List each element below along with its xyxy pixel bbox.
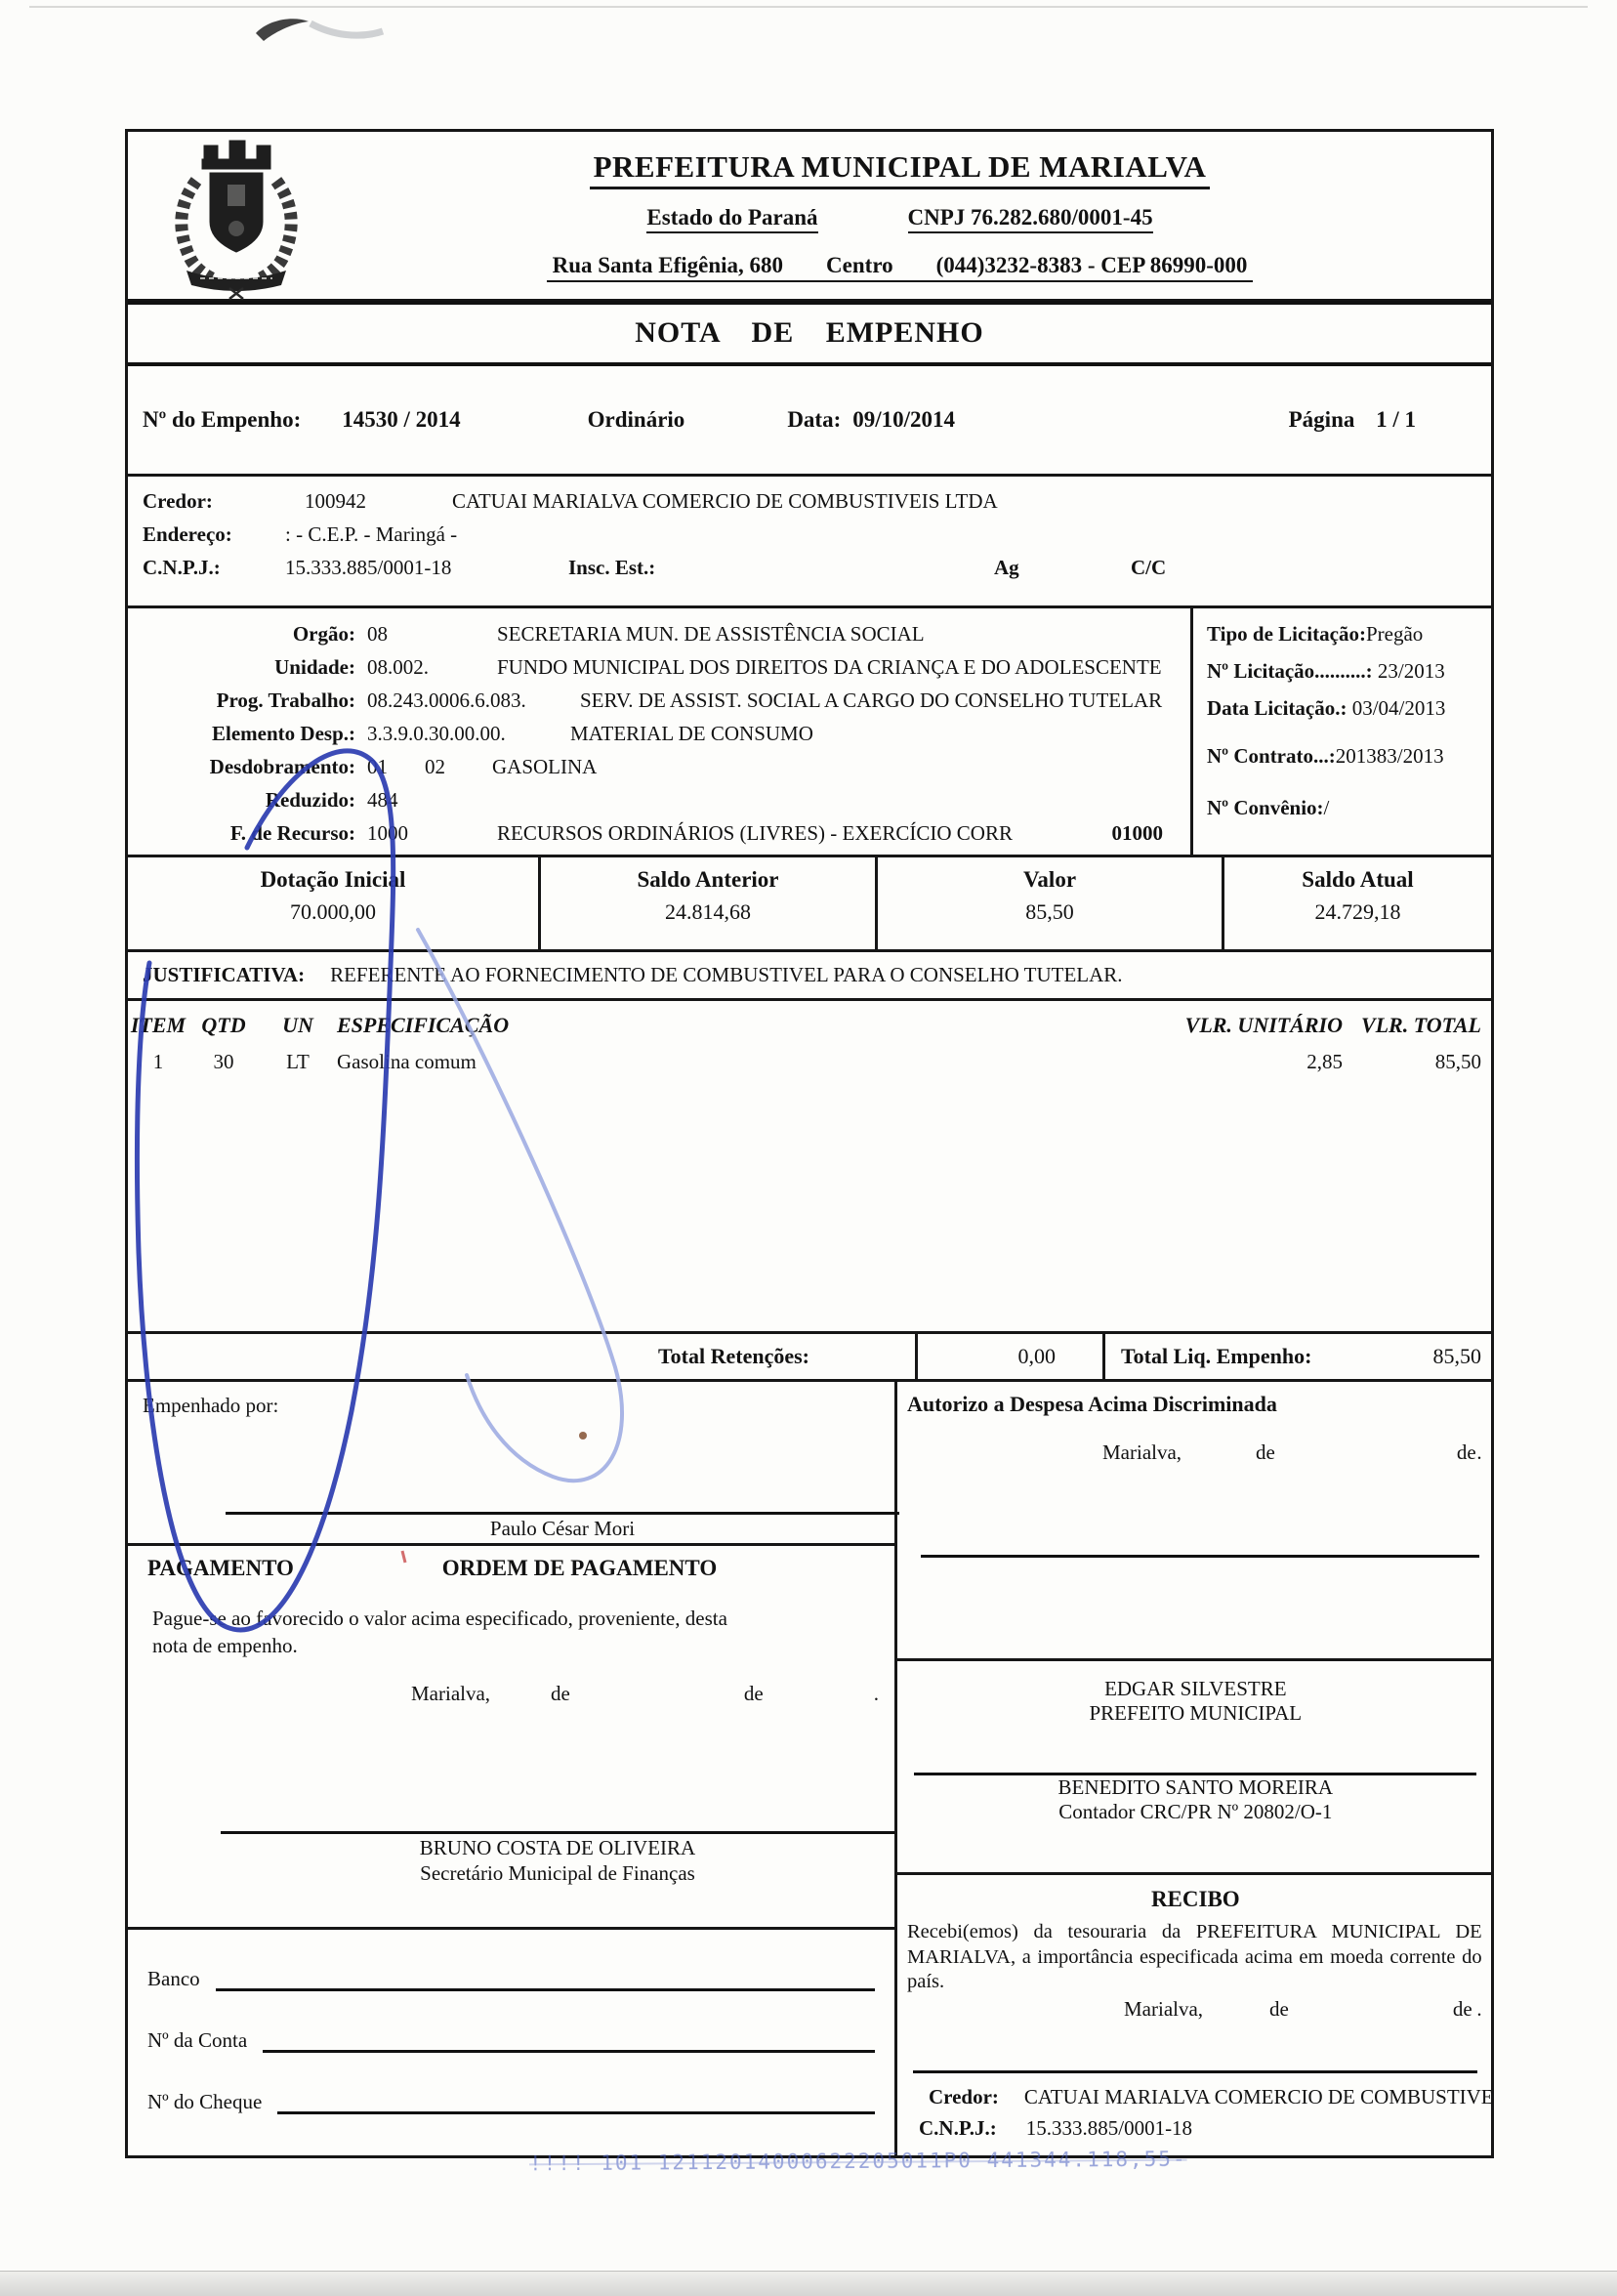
empenhado-signer-name: Paulo César Mori <box>489 1517 636 1540</box>
creditor-row <box>143 484 1491 518</box>
classification-block <box>128 608 1190 855</box>
orgao-desc: SECRETARIA MUN. DE ASSISTÊNCIA SOCIAL <box>497 621 925 646</box>
unidade-label: Unidade: <box>274 654 355 679</box>
empenho-date-label: Data: <box>787 407 842 432</box>
recibo-text: Recebi(emos) da tesouraria da PREFEITURA MUNICIPAL DE MARIALVA, a importância especificada acima em moeda corrente do país. <box>907 1921 1482 1993</box>
signature-line <box>921 1555 1479 1558</box>
recibo-cnpj-value: 15.333.885/0001-18 <box>1025 2115 1193 2140</box>
orgao-label: Orgão: <box>292 621 355 646</box>
header-text-block <box>357 132 1491 282</box>
licitacao-data <box>1207 696 1485 721</box>
address-value: : - C.E.P. - Maringá - <box>285 522 458 546</box>
saldo-atual-value: 24.729,18 <box>1314 899 1401 924</box>
signatures-section <box>128 1382 1494 2155</box>
municipal-coat-of-arms-icon <box>144 136 329 300</box>
reduzido-row <box>128 783 1190 816</box>
autorizo-date-line <box>897 1440 1494 1465</box>
recibo-credor-line <box>929 2085 1494 2109</box>
conta-blank-line <box>263 2027 875 2053</box>
fonte-recurso-row <box>128 816 1190 850</box>
state-cnpj-line <box>357 205 1442 233</box>
empenho-type: Ordinário <box>587 407 685 432</box>
empenho-number-value: 14530 / 2014 <box>342 407 461 432</box>
licitacao-data-value: 03/04/2013 <box>1351 696 1446 720</box>
entity-cnpj: CNPJ 76.282.680/0001-45 <box>908 205 1153 233</box>
conta-label: Nº da Conta <box>147 2028 248 2052</box>
city: Marialva, <box>1102 1440 1182 1464</box>
empenho-date-value: 09/10/2014 <box>852 407 956 432</box>
cnpj-value: 15.333.885/0001-18 <box>285 555 452 579</box>
nota-de-empenho-form <box>125 129 1494 2158</box>
items-table <box>128 1001 1491 1334</box>
recurso-code2: 01000 <box>1111 820 1163 845</box>
elemento-row <box>128 717 1190 750</box>
address-label: Endereço: <box>143 522 232 546</box>
bank-validation-stamp: !!!! 101 12112014000622205011P0 441344.118,55- <box>528 2147 1187 2176</box>
recurso-desc: RECURSOS ORDINÁRIOS (LIVRES) - EXERCÍCIO CORR <box>497 820 1013 845</box>
dotacao-inicial-label: Dotação Inicial <box>260 867 406 892</box>
pagamento-date-line <box>128 1682 894 1706</box>
item-qty: 30 <box>213 1050 234 1073</box>
address-line <box>547 253 1254 282</box>
creditor-code: 100942 <box>305 488 366 513</box>
de-word: de <box>743 1681 764 1705</box>
prog-trabalho-row <box>128 684 1190 717</box>
budget-classification-section <box>128 608 1491 857</box>
signature-line <box>226 1512 899 1515</box>
financas-name: BRUNO COSTA DE OLIVEIRA <box>419 1835 696 1859</box>
prog-label: Prog. Trabalho: <box>216 688 355 712</box>
licitacao-data-label: Data Licitação.: <box>1207 696 1348 720</box>
elemento-desc: MATERIAL DE CONSUMO <box>570 721 813 745</box>
licitacao-tipo-value: Pregão <box>1365 622 1424 646</box>
reduzido-code: 484 <box>367 787 398 812</box>
elemento-code: 3.3.9.0.30.00.00. <box>367 721 506 745</box>
unidade-row <box>128 650 1190 684</box>
state-registration-label: Insc. Est.: <box>568 555 656 579</box>
recibo-credor-label: Credor: <box>929 2084 999 2108</box>
ordem-pagamento-title: ORDEM DE PAGAMENTO <box>441 1556 718 1580</box>
licitacao-numero-label: Nº Licitação..........: <box>1207 659 1373 683</box>
prog-desc: SERV. DE ASSIST. SOCIAL A CARGO DO CONSELHO TUTELAR <box>580 688 1163 712</box>
recibo-box <box>897 1887 1494 2167</box>
balances-row <box>128 857 1491 952</box>
justification-text: REFERENTE AO FORNECIMENTO DE COMBUSTIVEL PARA O CONSELHO TUTELAR. <box>330 963 1123 986</box>
contrato <box>1207 744 1485 769</box>
dotacao-inicial-cell <box>128 857 541 949</box>
licitacao-tipo <box>1207 622 1485 647</box>
entity-title: PREFEITURA MUNICIPAL DE MARIALVA <box>590 149 1211 189</box>
bank-agency-label: Ag <box>994 555 1019 579</box>
col-un: UN <box>282 1013 313 1037</box>
dotacao-inicial-value: 70.000,00 <box>290 899 376 924</box>
pagamento-header <box>128 1556 894 1581</box>
pagamento-box <box>128 1546 894 1930</box>
creditor-name: CATUAI MARIALVA COMERCIO DE COMBUSTIVEIS LTDA <box>452 488 998 513</box>
empenhado-por-label: Empenhado por: <box>143 1394 279 1417</box>
unidade-code: 08.002. <box>367 654 429 679</box>
convenio <box>1207 796 1485 820</box>
elemento-label: Elemento Desp.: <box>212 721 355 745</box>
retencoes-label: Total Retenções: <box>658 1344 809 1368</box>
contrato-label: Nº Contrato...: <box>1207 744 1336 768</box>
phone-cep: (044)3232-8383 - CEP 86990-000 <box>935 253 1248 277</box>
right-column <box>894 1382 1494 2155</box>
period: . <box>873 1681 879 1705</box>
prefeito-contador-box <box>897 1661 1494 1875</box>
contrato-value: 201383/2013 <box>1335 744 1444 768</box>
empenhado-signature-block <box>226 1512 899 1541</box>
saldo-atual-label: Saldo Atual <box>1302 867 1414 892</box>
licitacao-block <box>1190 608 1491 855</box>
financas-signature-block <box>221 1831 894 1886</box>
creditor-cnpj-row <box>143 551 1491 584</box>
page-label: Página <box>1288 407 1355 432</box>
autorizo-box <box>897 1382 1494 1661</box>
banco-blank-line <box>216 1966 875 1991</box>
banco-field <box>147 1966 875 1991</box>
valor-cell <box>878 857 1224 949</box>
empenho-number-label: Nº do Empenho: <box>143 407 302 432</box>
banco-label: Banco <box>147 1967 200 1990</box>
justification-label: JUSTIFICATIVA: <box>143 963 306 986</box>
table-row <box>128 1050 1491 1074</box>
desdobramento-desc: GASOLINA <box>492 754 598 778</box>
cheque-label: Nº do Cheque <box>147 2090 263 2113</box>
valor-label: Valor <box>1022 867 1077 892</box>
city: Marialva, <box>411 1681 491 1705</box>
de-word: de <box>1452 1996 1472 2021</box>
reduzido-label: Reduzido: <box>265 787 355 812</box>
col-vlr-total: VLR. TOTAL <box>1360 1013 1481 1037</box>
de-word: de <box>551 1681 570 1705</box>
item-description: Gasolina comum <box>337 1050 477 1073</box>
recibo-title: RECIBO <box>1150 1887 1240 1911</box>
orgao-code: 08 <box>367 621 388 646</box>
recibo-cnpj-label: C.N.P.J.: <box>919 2115 997 2140</box>
empenhado-por-box <box>128 1382 894 1546</box>
convenio-label: Nº Convênio: <box>1207 796 1324 819</box>
item-number: 1 <box>152 1050 164 1073</box>
city: Marialva, <box>1124 1996 1204 2021</box>
liquido-value: 85,50 <box>1432 1344 1481 1368</box>
prefeito-role: PREFEITO MUNICIPAL <box>1089 1701 1303 1725</box>
signature-line <box>221 1831 894 1834</box>
col-item: ITEM <box>130 1013 187 1037</box>
conta-field <box>147 2027 875 2053</box>
cnpj-label: C.N.P.J.: <box>143 555 221 579</box>
document-title: NOTA DE EMPENHO <box>128 301 1491 366</box>
empenho-number-row <box>128 366 1491 477</box>
retencoes-value: 0,00 <box>915 1334 1105 1379</box>
state-label: Estado do Paraná <box>646 205 817 233</box>
cheque-field <box>147 2089 875 2114</box>
liquido-label: Total Liq. Empenho: <box>1121 1344 1312 1368</box>
desdobramento-code2: 02 <box>425 754 445 778</box>
creditor-label: Credor: <box>143 488 213 513</box>
unidade-desc: FUNDO MUNICIPAL DOS DIREITOS DA CRIANÇA E DO ADOLESCENTE <box>497 654 1162 679</box>
district: Centro <box>826 253 893 277</box>
de-word: de <box>1456 1440 1476 1464</box>
financas-role: Secretário Municipal de Finanças <box>420 1860 695 1885</box>
cheque-blank-line <box>277 2089 875 2114</box>
prefeito-name: EDGAR SILVESTRE <box>1104 1677 1287 1700</box>
desdobramento-label: Desdobramento: <box>209 754 355 778</box>
scan-edge-artifact-top <box>29 6 1588 8</box>
prog-code: 08.243.0006.6.083. <box>367 688 526 712</box>
liquido-cell <box>1105 1344 1491 1369</box>
street: Rua Santa Efigênia, 680 <box>552 253 784 277</box>
document-header <box>128 132 1491 301</box>
col-vlr-unitario: VLR. UNITÁRIO <box>1184 1013 1343 1037</box>
page-value: 1 / 1 <box>1376 407 1416 432</box>
pen-smudge-mark <box>256 19 309 41</box>
licitacao-numero-value: 23/2013 <box>1377 659 1445 683</box>
contador-name: BENEDITO SANTO MOREIRA <box>1057 1775 1334 1799</box>
signature-line <box>913 2070 1477 2073</box>
period: . <box>1476 1996 1482 2021</box>
item-unit: LT <box>286 1050 310 1073</box>
pagamento-instruction-text: Pague-se ao favorecido o valor acima especificado, proveniente, desta nota de empenho. <box>152 1607 727 1658</box>
bank-account-label: C/C <box>1131 555 1167 579</box>
autorizo-title: Autorizo a Despesa Acima Discriminada <box>907 1392 1277 1416</box>
saldo-anterior-label: Saldo Anterior <box>637 867 779 892</box>
desdobramento-row <box>128 750 1190 783</box>
saldo-anterior-cell <box>541 857 878 949</box>
recibo-date-line <box>897 1997 1494 2022</box>
recibo-credor-value: CATUAI MARIALVA COMERCIO DE COMBUSTIVE <box>1023 2084 1494 2108</box>
valor-value: 85,50 <box>1025 899 1074 924</box>
left-column <box>128 1382 894 2155</box>
saldo-anterior-value: 24.814,68 <box>665 899 751 924</box>
desdobramento-code1: 01 <box>367 754 388 778</box>
item-total-price: 85,50 <box>1434 1050 1481 1073</box>
col-especificacao: ESPECIFICAÇÃO <box>337 1013 510 1037</box>
items-header-row <box>128 1001 1491 1038</box>
recurso-code: 1000 <box>367 820 408 845</box>
de-word: de <box>1269 1996 1289 2021</box>
recibo-cnpj-line <box>919 2116 1494 2141</box>
licitacao-tipo-label: Tipo de Licitação: <box>1207 622 1366 646</box>
creditor-address-row <box>143 518 1491 551</box>
contador-role: Contador CRC/PR Nº 20802/O-1 <box>1058 1800 1333 1823</box>
scan-edge-artifact-bottom <box>0 2271 1617 2296</box>
page-indicator <box>1289 407 1416 433</box>
convenio-value: / <box>1323 796 1330 819</box>
de-word: de <box>1256 1440 1275 1464</box>
justification-row <box>128 952 1491 1001</box>
recurso-label: F. de Recurso: <box>229 820 355 845</box>
col-qtd: QTD <box>201 1013 246 1037</box>
saldo-atual-cell <box>1224 857 1491 949</box>
totals-row <box>128 1334 1491 1382</box>
orgao-row <box>128 617 1190 650</box>
pagamento-title: PAGAMENTO <box>147 1556 294 1580</box>
licitacao-numero <box>1207 659 1485 684</box>
period: . <box>1476 1440 1482 1464</box>
gray-smudge <box>311 23 383 35</box>
item-unit-price: 2,85 <box>1306 1050 1343 1073</box>
creditor-section <box>128 477 1491 608</box>
